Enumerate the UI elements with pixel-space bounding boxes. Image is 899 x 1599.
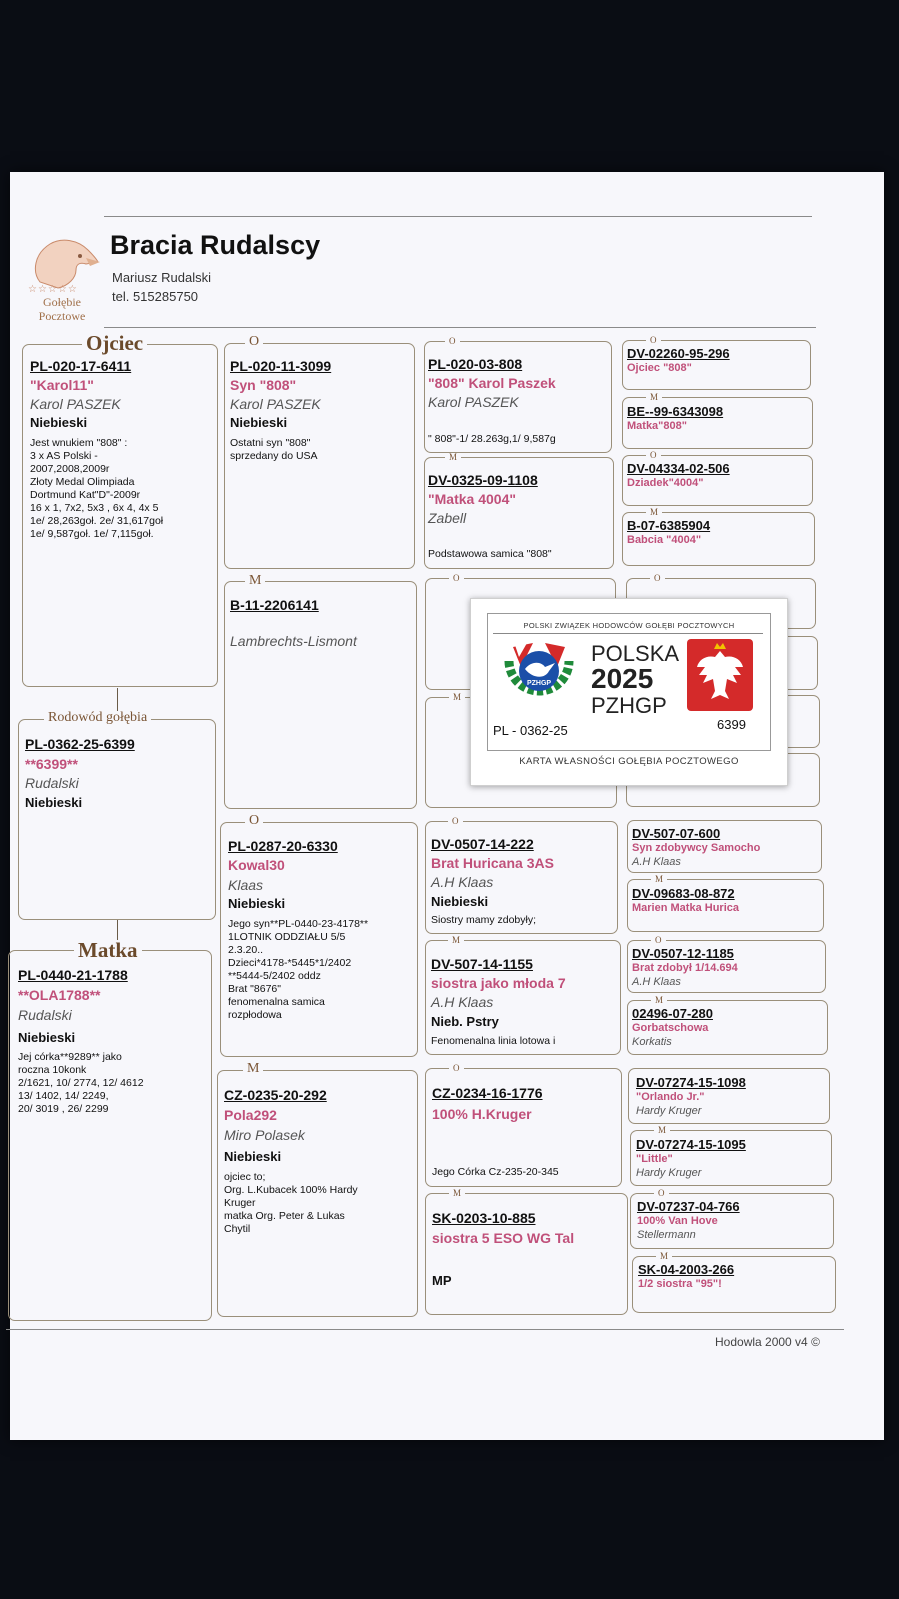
mm-sex-label: M [243,1062,263,1076]
mother-label: Matka [74,940,142,961]
father-notes: Jest wnukiem "808" : 3 x AS Polski - 2007,2008,2009r Złoty Medal Olimpiada Dortmund Kat"D"-2009r 16 x 1, 7x2, 5x3 , 6x 4, 4x 5 1e/ 28,263goł. 2e/ 31,617goł 1e/ 9,587goł. 1e/ 7,115goł. [30,437,164,540]
card-year: 2025 [591,663,654,694]
footer-credit: Hodowla 2000 v4 © [715,1335,820,1349]
g4-4-sex-label: M [646,508,662,517]
subject-breeder: Rudalski [25,775,79,791]
logo-line1: Gołębie [43,295,81,309]
g4-4-name: Babcia "4004" [627,534,702,546]
mfm-breeder: A.H Klaas [431,994,494,1010]
g4-2-name: Matka"808" [627,420,687,432]
g4-6-sex-label: M [651,875,667,884]
mm-notes: ojciec to; Org. L.Kubacek 100% Hardy Kruger matka Org. Peter & Lukas Chytil [224,1171,358,1235]
subject-label: Rodowód gołębia [44,711,151,725]
g4-10-breeder: Hardy Kruger [636,1167,702,1179]
page-title: Bracia Rudalscy [110,230,321,260]
g4-6-ring: DV-09683-08-872 [632,886,735,901]
fm-sex-label: M [245,574,265,588]
mfm-color: Nieb. Pstry [431,1014,499,1029]
mother-ring: PL-0440-21-1788 [18,967,128,983]
ff-color: Niebieski [230,415,288,430]
mmm-sex-label: M [449,1189,465,1198]
mmf-name: 100% H.Kruger [432,1106,532,1122]
subject-color: Niebieski [25,795,83,810]
mmm-name: siostra 5 ESO WG Tal [432,1230,575,1246]
mff-notes: Siostry mamy zdobyły; [431,914,537,926]
fm-ring: B-11-2206141 [230,597,319,613]
ff-ring: PL-020-11-3099 [230,358,332,374]
g4-5-ring: DV-507-07-600 [632,826,721,841]
fmf-sex-label: O [449,574,464,583]
mm-breeder: Miro Polasek [224,1127,305,1143]
g4-10-sex-label: M [654,1126,670,1135]
g4-12-ring: SK-04-2003-266 [638,1262,735,1277]
card-org: POLSKI ZWIĄZEK HODOWCÓW GOŁĘBI POCZTOWYCH [523,621,735,630]
g4-12-name: 1/2 siostra "95"! [638,1278,722,1290]
mfm-ring: DV-507-14-1155 [431,956,533,972]
card-ring-left: PL - 0362-25 [493,723,568,738]
owner-phone: tel. 515285750 [112,289,199,304]
pzhgp-emblem-icon [497,639,581,709]
mmm-color: MP [432,1273,452,1288]
ffm-breeder: Zabell [428,510,467,526]
g4-12-sex-label: M [656,1252,672,1261]
fmm-sex-label: M [449,693,465,702]
g4-8-ring: 02496-07-280 [632,1006,713,1021]
g4-3-name: Dziadek"4004" [627,477,704,489]
g4-1-name: Ojciec "808" [627,362,692,374]
g4-5-breeder: A.H Klaas [632,856,681,868]
father-breeder: Karol PASZEK [30,396,121,412]
g4-7-sex-label: O [651,936,666,945]
mmf-sex-label: O [449,1064,464,1073]
father-name: "Karol11" [30,377,94,393]
ff-sex-label: O [245,335,263,349]
mf-sex-label: O [245,814,263,828]
ffm-sex-label: M [445,453,461,462]
mff-breeder: A.H Klaas [431,874,494,890]
mfm-sex-label: M [448,936,464,945]
header-bottom-line [104,327,816,328]
mff-color: Niebieski [431,894,489,909]
g4-hidden-1-sex-label: O [650,574,665,583]
card-pzhgp: PZHGP [591,693,667,718]
mf-notes: Jego syn**PL-0440-23-4178** 1LOTNIK ODDZIAŁU 5/5 2.3.20.. Dzieci*4178-*5445*1/2402 **5444-5/2402 oddz Brat "8676" fenomenalna samica rozpłodowa [228,918,369,1021]
mother-card[interactable] [8,950,212,1321]
mff-ring: DV-0507-14-222 [431,836,534,852]
ffm-notes: Podstawowa samica "808" [428,548,552,560]
mff-name: Brat Huricana 3AS [431,855,554,871]
g4-1-sex-label: O [646,336,661,345]
g4-7-name: Brat zdobył 1/14.694 [632,962,738,974]
g4-10-ring: DV-07274-15-1095 [636,1137,746,1152]
eagle-head-icon [22,232,102,292]
ownership-card[interactable] [470,598,788,786]
fff-name: "808" Karol Paszek [428,375,556,391]
fff-ring: PL-020-03-808 [428,356,523,372]
g4-8-sex-label: M [651,996,667,1005]
mf-ring: PL-0287-20-6330 [228,838,338,854]
footer-line [6,1329,844,1330]
g4-8-breeder: Korkatis [632,1036,672,1048]
header-top-line [104,216,812,217]
g4-5-name: Syn zdobywcy Samocho [632,842,761,854]
ff-name: Syn "808" [230,377,297,393]
g4-9-breeder: Hardy Kruger [636,1105,702,1117]
g4-6-name: Marien Matka Hurica [632,902,739,914]
mff-sex-label: O [448,817,463,826]
stars-icon: ☆☆☆☆☆ [28,284,78,295]
g4-11-ring: DV-07237-04-766 [637,1199,740,1214]
ff-breeder: Karol PASZEK [230,396,321,412]
fff-sex-label: O [445,337,460,346]
g4-9-ring: DV-07274-15-1098 [636,1075,746,1090]
g4-4-ring: B-07-6385904 [627,518,711,533]
g4-11-sex-label: O [654,1189,669,1198]
mf-color: Niebieski [228,896,286,911]
mother-notes: Jej córka**9289** jako roczna 10konk 2/1621, 10/ 2774, 12/ 4612 13/ 1402, 14/ 2249, 20/ 3019 , 26/ 2299 [18,1051,144,1115]
g4-9-name: "Orlando Jr." [636,1091,705,1103]
card-bottom-text: KARTA WŁASNOŚCI GOŁĘBIA POCZTOWEGO [519,756,739,767]
mother-breeder: Rudalski [18,1007,72,1023]
card-badge: PZHGP [526,680,552,687]
subject-name: **6399** [25,756,78,772]
g4-3-sex-label: O [646,451,661,460]
owner-name: Mariusz Rudalski [112,270,211,285]
mm-name: Pola292 [224,1107,277,1123]
mm-color: Niebieski [224,1149,282,1164]
g4-2-sex-label: M [646,393,662,402]
card-polska: POLSKA [591,641,680,666]
logo [22,232,102,332]
subject-ring: PL-0362-25-6399 [25,736,135,752]
logo-line2: Pocztowe [38,309,86,323]
g4-11-breeder: Stellermann [637,1229,696,1241]
father-color: Niebieski [30,415,88,430]
ffm-ring: DV-0325-09-1108 [428,472,538,488]
mf-name: Kowal30 [228,857,285,873]
g4-7-breeder: A.H Klaas [632,976,681,988]
mother-name: **OLA1788** [18,987,101,1003]
mfm-name: siostra jako młoda 7 [431,975,566,991]
ff-notes: Ostatni syn "808" sprzedany do USA [230,437,318,462]
fm-card[interactable] [224,581,417,809]
g4-7-ring: DV-0507-12-1185 [632,946,734,961]
mm-ring: CZ-0235-20-292 [224,1087,327,1103]
mother-color: Niebieski [18,1030,76,1045]
father-ring: PL-020-17-6411 [30,358,132,374]
g4-8-name: Gorbatschowa [632,1022,709,1034]
mf-breeder: Klaas [228,877,264,893]
mfm-notes: Fenomenalna linia lotowa i [431,1035,556,1047]
g4-10-name: "Little" [636,1153,673,1165]
father-label: Ojciec [82,333,147,354]
mmm-ring: SK-0203-10-885 [432,1210,536,1226]
g4-2-ring: BE--99-6343098 [627,404,724,419]
mmf-ring: CZ-0234-16-1776 [432,1085,543,1101]
ffm-name: "Matka 4004" [428,491,516,507]
g4-1-ring: DV-02260-95-296 [627,346,730,361]
g4-3-ring: DV-04334-02-506 [627,461,730,476]
g4-11-name: 100% Van Hove [637,1215,718,1227]
fff-breeder: Karol PASZEK [428,394,519,410]
fff-notes: " 808"-1/ 28.263g,1/ 9,587g [428,433,556,445]
mmf-notes: Jego Córka Cz-235-20-345 [432,1166,559,1178]
polish-eagle-icon [685,637,755,713]
card-ring-right: 6399 [717,717,746,732]
fm-breeder: Lambrechts-Lismont [230,633,357,649]
